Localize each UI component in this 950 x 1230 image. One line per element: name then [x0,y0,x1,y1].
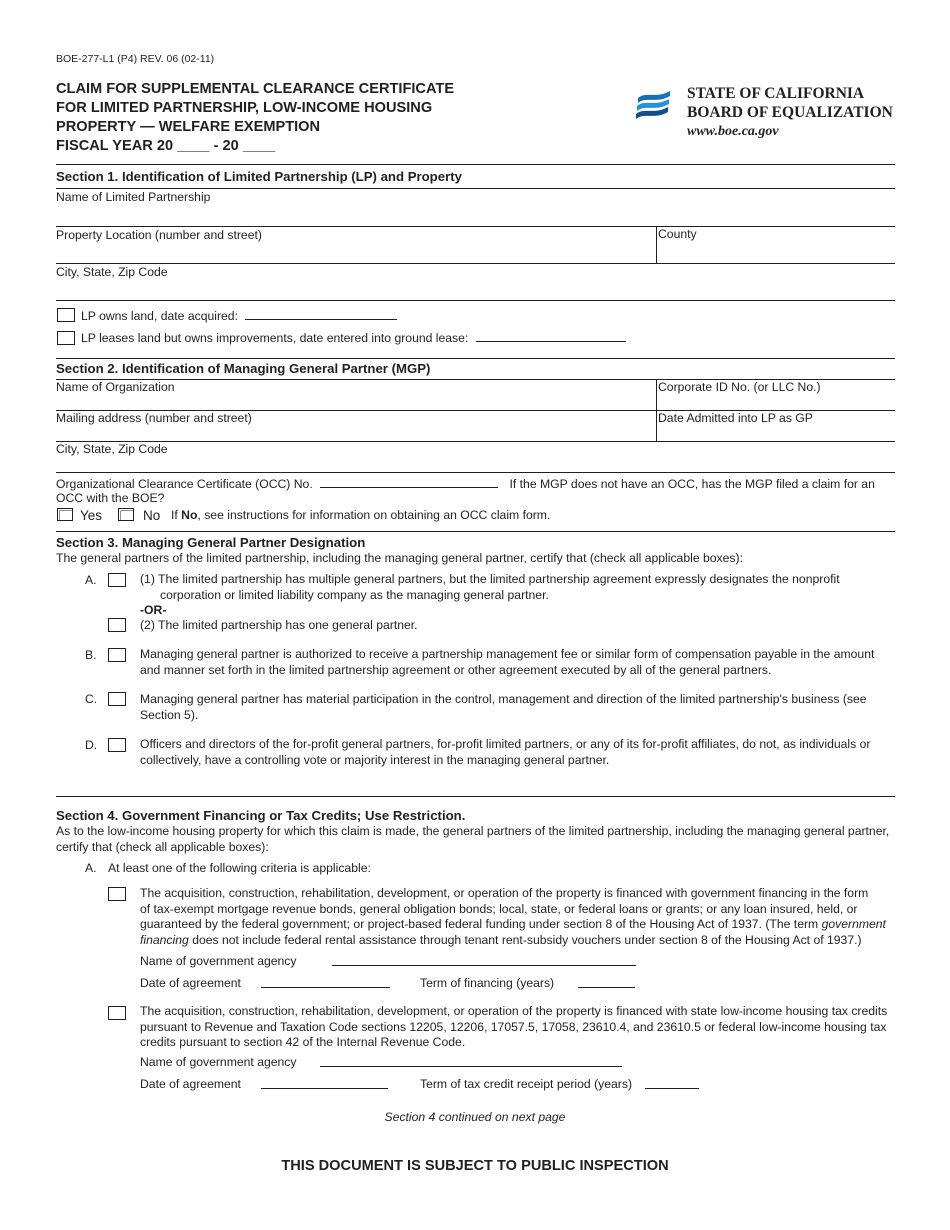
agency-state: STATE OF CALIFORNIA [687,85,865,102]
date-acquired-field[interactable] [245,308,397,320]
divider [56,531,895,532]
occ-question: If the MGP does not have an OCC, has the MGP filed a claim for an [509,477,875,491]
city-state-zip-field[interactable] [56,281,895,300]
item-d-line: Officers and directors of the for-profit general partners, for-profit limited partners, or any of its for-profit affiliates, do not, as individuals or [140,737,871,751]
occ-number-field[interactable] [320,476,498,488]
item-a1-checkbox[interactable] [108,573,126,587]
section4-intro-line: As to the low-income housing property for which this claim is made, the general partners of the limited partnership, including the managing general partner, [56,824,890,838]
tax-credit-checkbox[interactable] [108,1006,126,1020]
gov-financing-line [140,933,895,949]
gov-agency-field[interactable] [332,954,636,966]
lp-owns-land-row [81,308,397,323]
divider [56,300,895,301]
term-financing-field[interactable] [578,976,635,988]
lp-leases-land-label: LP leases land but owns improvements, date entered into ground lease: [81,331,469,345]
term-credit-field[interactable] [645,1077,699,1089]
term-financing-label: Term of financing (years) [420,976,555,990]
divider [56,263,895,264]
term-credit-label: Term of tax credit receipt period (years) [420,1077,633,1091]
divider [56,472,895,473]
county-field[interactable] [658,244,894,263]
item-d-line: collectively, have a controlling vote or majority interest in the managing general partner. [140,752,610,767]
item-c-text [140,692,895,723]
boe-logo-icon [634,89,674,123]
mgp-city-state-zip-label: City, State, Zip Code [56,442,168,456]
date-admitted-label: Date Admitted into LP as GP [658,411,813,425]
title-line: CLAIM FOR SUPPLEMENTAL CLEARANCE CERTIFICATE [56,81,455,97]
section1-heading: Section 1. Identification of Limited Partnership (LP) and Property [56,169,462,184]
lp-owns-land-checkbox[interactable] [57,308,75,322]
gov-financing-line: The acquisition, construction, rehabilitation, development, or operation of the property is financed with government financing in the form [140,886,869,900]
corporate-id-field[interactable] [658,395,894,410]
public-inspection-notice: THIS DOCUMENT IS SUBJECT TO PUBLIC INSPECTION [281,1158,669,1174]
agency-block [687,84,893,141]
agreement-date-field-2[interactable] [261,1077,388,1089]
item-d-text [140,737,895,768]
form-title [56,80,454,156]
fiscal-year-line: FISCAL YEAR 20 ____ - 20 ____ [56,138,276,154]
item-b-line: and manner set forth in the limited partnership agreement or other agreement executed by all of the general partners. [140,662,772,677]
gov-financing-checkbox[interactable] [108,887,126,901]
section3-intro: The general partners of the limited partnership, including the managing general partner, certify that (check all applicable boxes): [56,551,743,565]
continued-note: Section 4 continued on next page [384,1110,566,1124]
item-c-line: Section 5). [140,707,199,722]
divider [56,188,895,189]
gov-financing-line: of tax-exempt mortgage revenue bonds, general obligation bonds; local, state, or federal loans or grants; or any loan insured, held, or [140,901,858,916]
item-a-letter: A. [85,573,97,587]
date-admitted-field[interactable] [658,426,894,441]
section4-a-letter: A. [85,861,97,875]
lp-name-label: Name of Limited Partnership [56,190,211,204]
section4-a-text: At least one of the following criteria is applicable: [108,861,371,875]
property-location-field[interactable] [56,244,656,263]
item-a1-line: (1) The limited partnership has multiple general partners, but the limited partnership agreement expressly designates the nonprofit [140,572,840,586]
agency-url: www.boe.ca.gov [687,124,779,139]
gov-agency-label-2: Name of government agency [140,1055,297,1069]
item-a2-text: (2) The limited partnership has one general partner. [140,618,418,632]
mailing-address-field[interactable] [56,426,656,441]
mailing-address-label: Mailing address (number and street) [56,411,252,425]
occ-row [56,476,896,491]
corporate-id-label: Corporate ID No. (or LLC No.) [658,380,821,394]
gov-financing-line-text: guaranteed by the federal government; or project-based federal funding under section 8 of the Housing Act of 1937. (The term [140,917,819,931]
gov-agency-field-2[interactable] [320,1055,622,1067]
item-c-line: Managing general partner has material participation in the control, management and direction of the limited partnership's business (see [140,692,867,706]
divider [56,358,895,359]
divider [56,441,895,442]
section3-heading: Section 3. Managing General Partner Designation [56,535,366,550]
occ-yes-label: Yes [80,508,103,523]
term-government: government [821,917,886,931]
item-c-checkbox[interactable] [108,692,126,706]
lp-leases-land-checkbox[interactable] [57,331,75,345]
tax-credit-line: credits pursuant to section 42 of the Internal Revenue Code. [140,1035,466,1049]
gov-financing-text [140,886,895,948]
or-separator: -OR- [140,603,167,617]
if-no-bold: No [181,508,198,522]
occ-question-cont: OCC with the BOE? [56,491,165,505]
ground-lease-date-field[interactable] [476,330,626,342]
occ-no-label: No [143,508,161,523]
item-b-text [140,647,895,678]
occ-no-checkbox[interactable] [118,508,134,521]
lp-leases-land-row [81,330,626,345]
county-label: County [658,227,697,241]
gov-financing-line-rest: does not include federal rental assistance through tenant rent-subsidy vouchers under section 8 of the Housing Act of 1937.) [192,932,862,947]
divider [56,226,895,227]
divider [56,796,895,797]
agreement-date-label-2: Date of agreement [140,1077,241,1091]
if-text: If [171,508,178,522]
tax-credit-line: pursuant to Revenue and Taxation Code sections 12205, 12206, 17057.5, 17058, 23610.4, and 23610.5 or federal low-income housing tax [140,1019,887,1034]
occ-number-label: Organizational Clearance Certificate (OCC) No. [56,477,313,491]
item-a2-checkbox[interactable] [108,618,126,632]
item-c-letter: C. [85,692,98,706]
tax-credit-line: The acquisition, construction, rehabilitation, development, or operation of the property is financed with state low-income housing tax credits [140,1004,888,1018]
item-d-letter: D. [85,738,98,752]
item-b-checkbox[interactable] [108,648,126,662]
title-line: FOR LIMITED PARTNERSHIP, LOW-INCOME HOUSING [56,100,433,116]
item-b-line: Managing general partner is authorized to receive a partnership management fee or similar form of compensation payable in the amount [140,647,875,661]
occ-no-instructions [171,508,550,522]
form-number: BOE-277-L1 (P4) REV. 06 (02-11) [56,53,215,65]
section4-heading: Section 4. Government Financing or Tax Credits; Use Restriction. [56,808,466,823]
org-name-label: Name of Organization [56,380,175,394]
lp-owns-land-label: LP owns land, date acquired: [81,309,238,323]
mgp-city-state-zip-field[interactable] [56,457,895,472]
section4-intro-line: certify that (check all applicable boxes): [56,839,269,854]
agreement-date-field[interactable] [261,976,390,988]
agreement-date-label: Date of agreement [140,976,241,990]
agency-board: BOARD OF EQUALIZATION [687,104,893,121]
item-d-checkbox[interactable] [108,738,126,752]
lp-name-field[interactable] [56,206,895,226]
section4-intro [56,824,896,855]
org-name-field[interactable] [56,395,656,410]
title-line: PROPERTY — WELFARE EXEMPTION [56,119,321,135]
gov-financing-line [140,917,895,933]
occ-yes-checkbox[interactable] [57,508,73,521]
tax-credit-text [140,1004,895,1051]
item-a1-text [140,572,895,603]
divider [56,164,895,165]
section2-heading: Section 2. Identification of Managing General Partner (MGP) [56,361,431,376]
item-a1-line: corporation or limited liability company as the managing general partner. [160,587,549,602]
property-location-label: Property Location (number and street) [56,228,262,242]
divider [656,226,657,264]
if-rest-text: , see instructions for information on obtaining an OCC claim form. [197,508,551,522]
item-b-letter: B. [85,648,97,662]
term-financing: financing [140,932,189,947]
city-state-zip-label: City, State, Zip Code [56,265,168,279]
gov-agency-label: Name of government agency [140,954,297,968]
